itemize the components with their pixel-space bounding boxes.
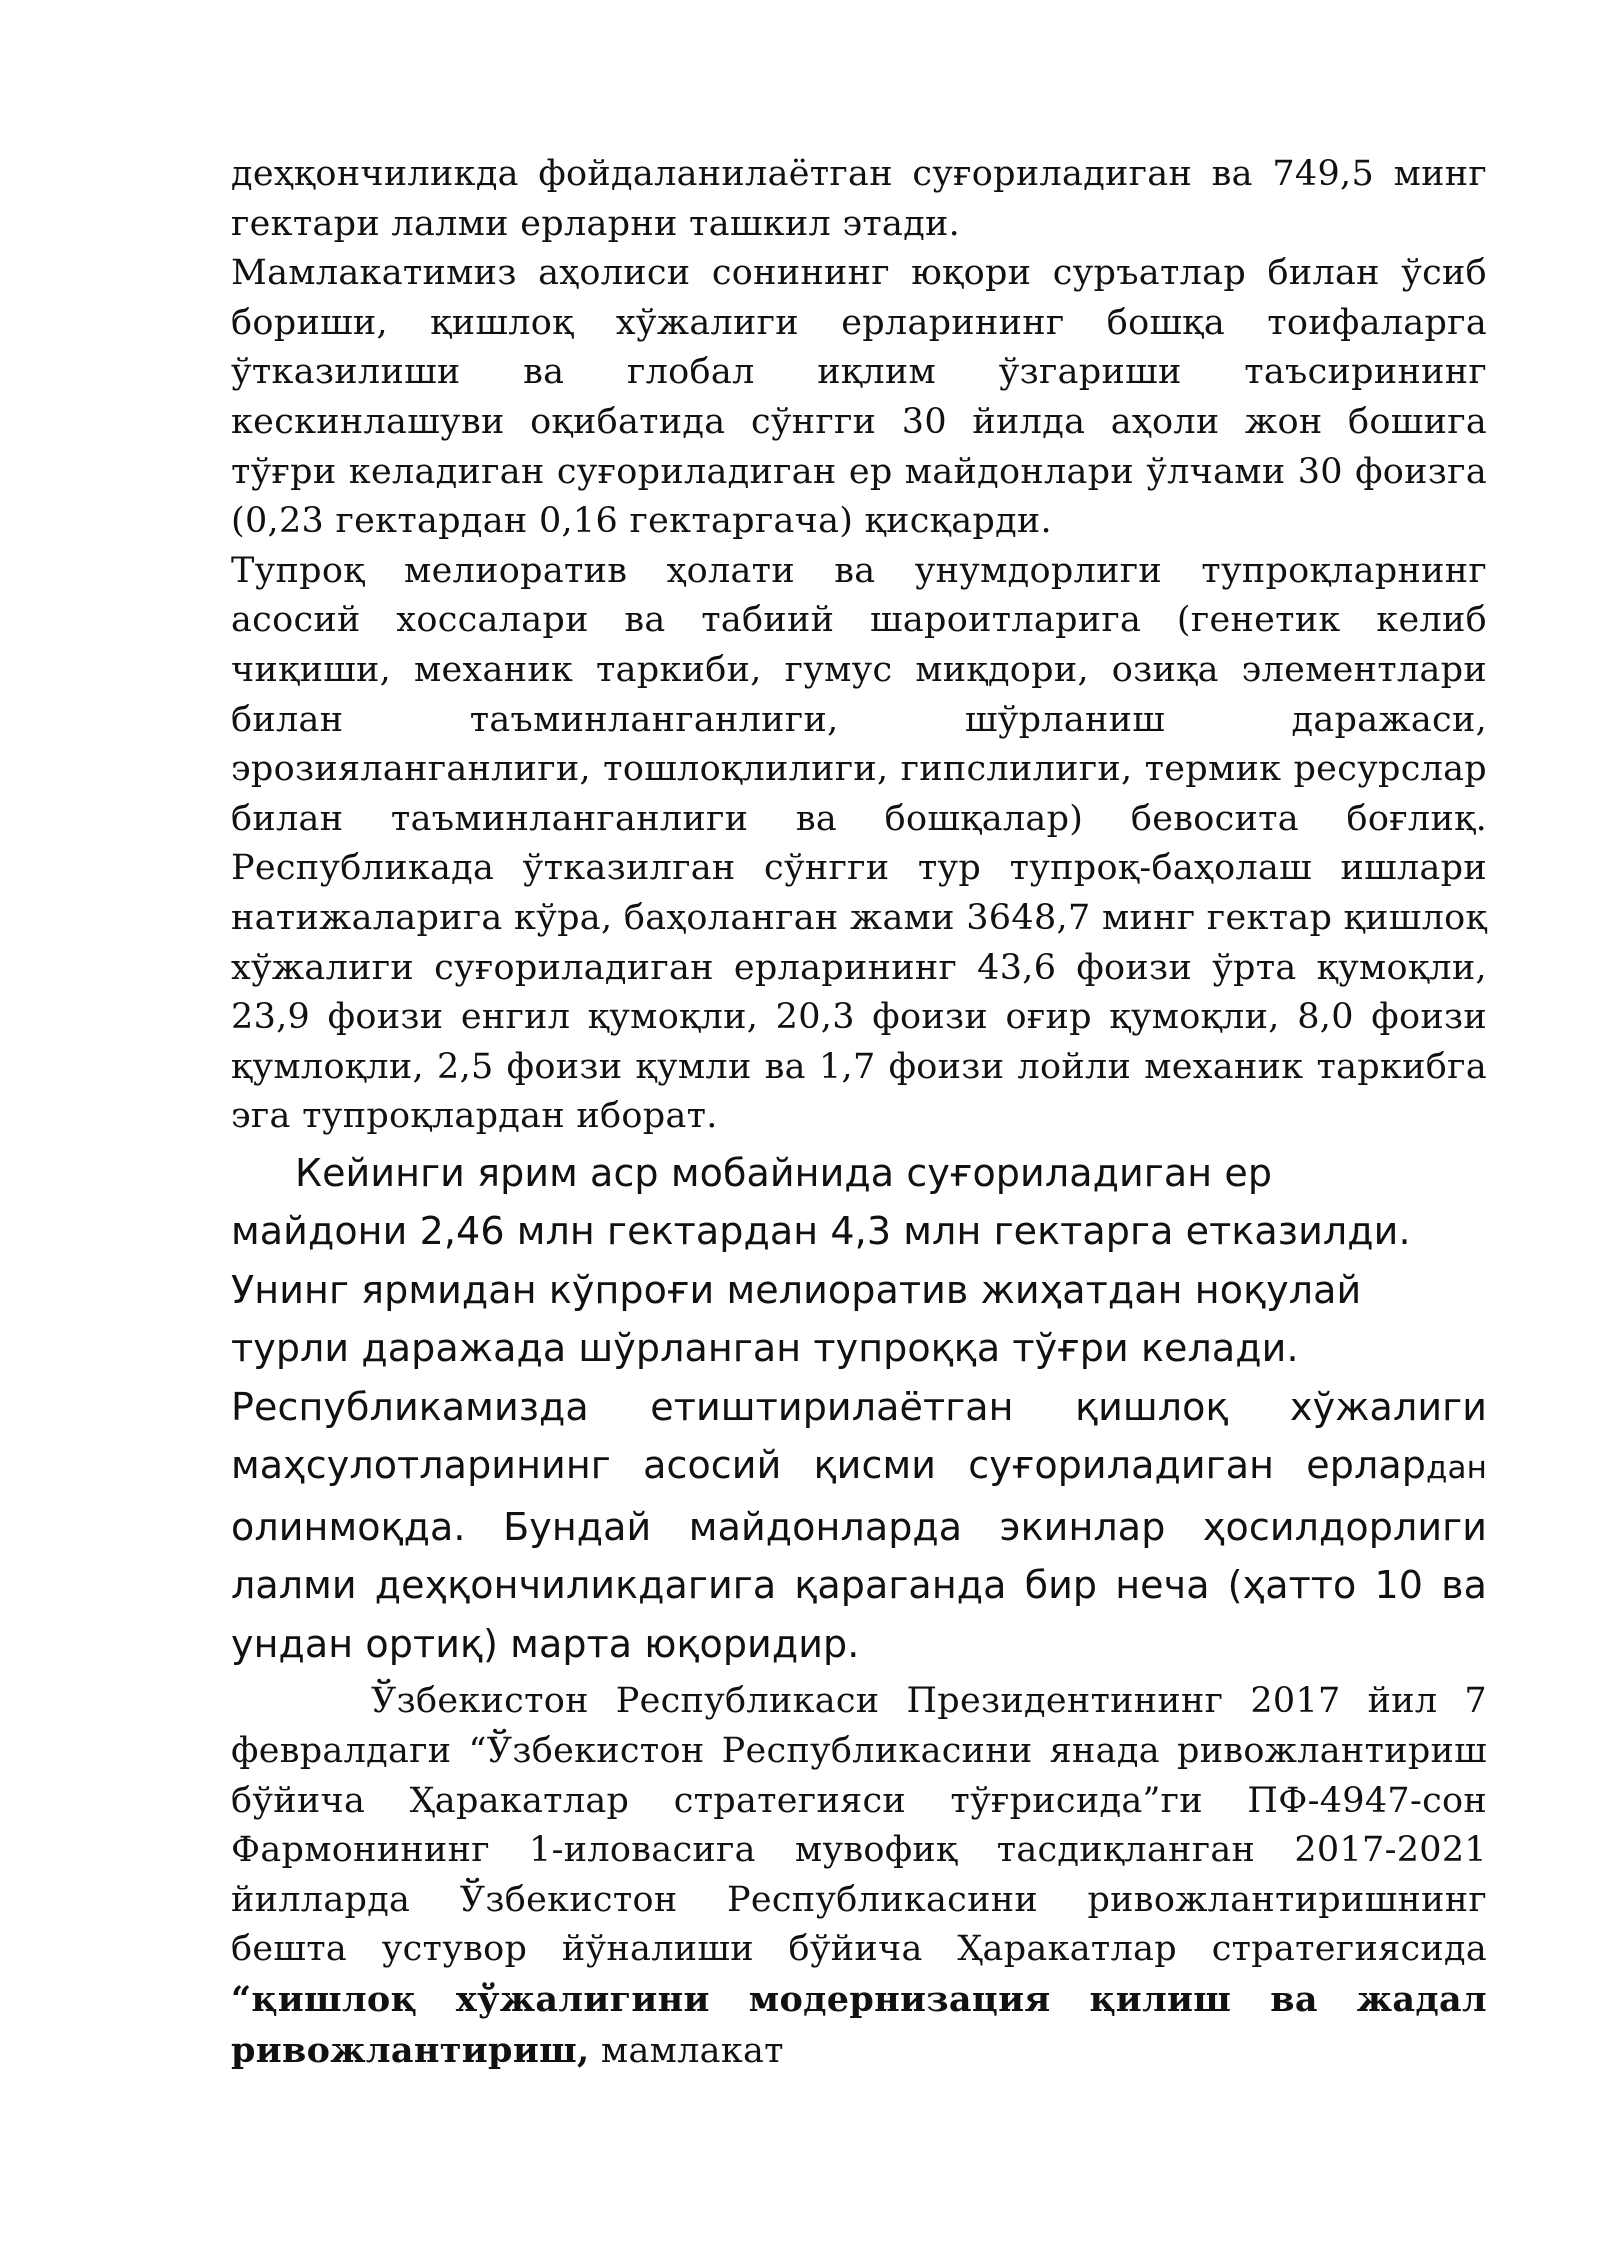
text-segment: олинмоқда. Бундай майдонларда экинлар ҳосилдорлиги лалми деҳқончиликдагига қараганда бир неча (ҳатто 10 ва ундан ортиқ) марта юқоридир. bbox=[231, 1504, 1487, 1666]
text-segment: Республикамизда етиштирилаётган қишлоқ хўжалиги маҳсулотларининг асосий қисми суғориладиган ерлар bbox=[231, 1384, 1487, 1488]
bold-phrase: “қишлоқ хўжалигини модернизация қилиш ва жадал ривожлантириш, bbox=[231, 1978, 1487, 2071]
text-line: Кейинги ярим аср мобайнида суғориладиган ер bbox=[295, 1150, 1273, 1195]
text-segment-small: дан bbox=[1426, 1450, 1487, 1487]
text-line: турли даражада шўрланган тупроққа тўғри келади. bbox=[231, 1326, 1299, 1371]
text-segment: Ўзбекистон Республикаси Президентининг 2017 йил 7 февралдаги “Ўзбекистон Республикасини янада ривожлантириш бўйича Ҳаракатлар стратегияси тўғрисида”ги ПФ-4947-сон Фармонининг 1-иловасига мувофиқ тасдиқланган 2017-2021 йилларда Ўзбекистон Республикасини ривожлантиришнинг бешта устувор йўналиши бўйича Ҳаракатлар стратегиясида bbox=[231, 1681, 1487, 1970]
paragraph-soil-properties: Тупроқ мелиоратив ҳолати ва унумдорлиги тупроқларнинг асосий хоссалари ва табиий шароитларига (генетик келиб чиқиши, механик таркиби, гумус миқдори, озиқа элементлари билан таъминланганлиги, шўрланиш даражаси, эрозияланганлиги, тошлоқлилиги, гипслилиги, термик ресурслар билан таъминланганлиги ва бошқалар) бевосита боғлиқ. Республикада ўтказилган сўнгги тур тупроқ-баҳолаш ишлари натижаларига кўра, баҳоланган жами 3648,7 минг гектар қишлоқ хўжалиги суғориладиган ерларининг 43,6 фоизи ўрта қумоқли, 23,9 фоизи енгил қумоқли, 20,3 фоизи оғир қумоқли, 8,0 фоизи қумлоқли, 2,5 фоизи қумли ва 1,7 фоизи лойли механик таркибга эга тупроқлардан иборат. bbox=[231, 550, 1487, 1137]
paragraph-presidential-decree bbox=[231, 1677, 1487, 2076]
paragraph-population-growth: Мамлакатимиз аҳолиси сонининг юқори суръатлар билан ўсиб бориши, қишлоқ хўжалиги ерларининг бошқа тоифаларга ўтказилиши ва глобал иқлим ўзгариши таъсирининг кескинлашуви оқибатида сўнгги 30 йилда аҳоли жон бошига тўғри келадиган суғориладиган ер майдонлари ўлчами 30 фоизга (0,23 гектардан 0,16 гектаргача) қисқарди. bbox=[231, 253, 1487, 542]
paragraph-irrigated-area bbox=[231, 1144, 1487, 1378]
text-line: майдони 2,46 млн гектардан 4,3 млн гектарга етказилди. bbox=[231, 1209, 1411, 1254]
text-line: Унинг ярмидан кўпроғи мелиоратив жиҳатдан ноқулай bbox=[231, 1267, 1362, 1312]
paragraph-agricultural-products bbox=[231, 1378, 1487, 1674]
paragraph-land-use: деҳқончиликда фойдаланилаётган суғориладиган ва 749,5 минг гектари лалми ерларни ташкил этади. bbox=[231, 154, 1487, 244]
document-page bbox=[231, 150, 1487, 2076]
text-segment: мамлакат bbox=[589, 2030, 784, 2071]
